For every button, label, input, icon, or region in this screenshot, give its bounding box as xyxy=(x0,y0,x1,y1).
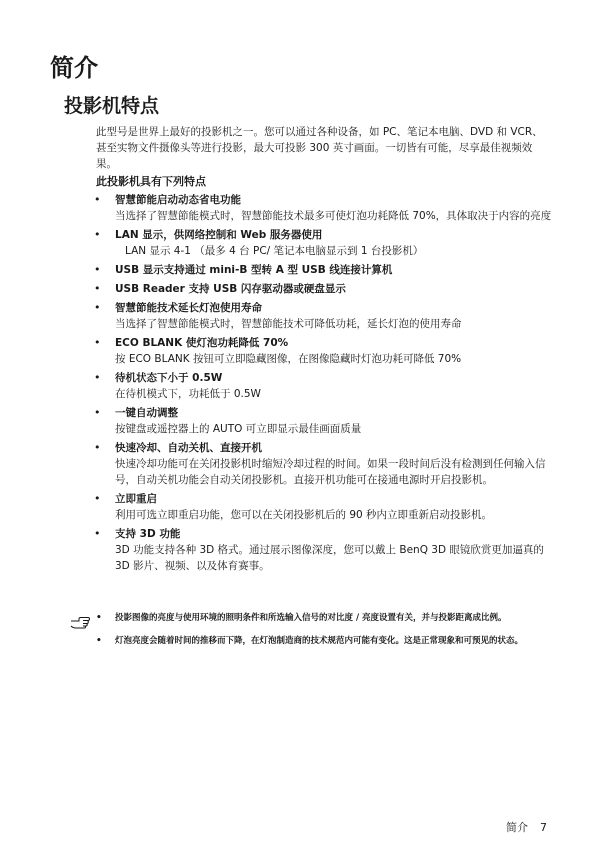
feature-title: USB 显示支持通过 mini-B 型转 A 型 USB 线连接计算机 xyxy=(115,264,393,276)
feature-description: 利用可选立即重启功能，您可以在关闭投影机后的 90 秒内立即重新启动投影机。 xyxy=(115,509,493,521)
bullet: • xyxy=(94,336,101,349)
note-item xyxy=(0,612,545,625)
feature-item xyxy=(0,192,555,224)
feature-item xyxy=(0,335,555,367)
feature-title: 快速冷却、自动关机、直接开机 xyxy=(115,442,262,454)
page-number: 7 xyxy=(540,821,547,834)
footer-section-label: 简介 xyxy=(506,821,528,834)
page-footer xyxy=(506,820,547,836)
feature-title: LAN 显示，供网络控制和 Web 服务器使用 xyxy=(115,229,323,241)
feature-item xyxy=(0,491,555,523)
bullet: • xyxy=(94,371,101,384)
feature-title: 智慧節能启动动态省电功能 xyxy=(115,194,241,206)
bullet: • xyxy=(94,193,101,206)
feature-item xyxy=(0,262,555,278)
feature-item xyxy=(0,281,555,297)
feature-title: USB Reader 支持 USB 闪存驱动器或硬盘显示 xyxy=(115,283,346,295)
section-title: 投影机特点 xyxy=(64,95,160,117)
feature-description: 3D 功能支持各种 3D 格式。通过展示图像深度，您可以戴上 BenQ 3D 眼镜欣赏更加逼真的 3D 影片、视频、以及体育赛事。 xyxy=(115,544,544,572)
feature-description: 当选择了智慧節能模式时，智慧節能技术最多可使灯泡功耗降低 70%，具体取决于内容的亮度 xyxy=(115,210,552,222)
note-text: 投影图像的亮度与使用环境的照明条件和所选输入信号的对比度 / 亮度设置有关，并与投影距离成比例。 xyxy=(115,613,507,623)
bullet: • xyxy=(94,228,101,241)
feature-title: ECO BLANK 使灯泡功耗降低 70% xyxy=(115,337,289,349)
feature-description: 当选择了智慧節能模式时，智慧節能技术可降低功耗，延长灯泡的使用寿命 xyxy=(115,318,462,330)
bullet: • xyxy=(94,263,101,276)
bullet: • xyxy=(94,492,101,505)
chapter-title: 简介 xyxy=(50,54,98,82)
feature-description: 在待机模式下，功耗低于 0.5W xyxy=(115,388,261,400)
feature-item xyxy=(0,440,555,488)
bullet: • xyxy=(94,527,101,540)
bullet: • xyxy=(96,636,102,646)
feature-item xyxy=(0,370,555,402)
feature-title: 一键自动调整 xyxy=(115,407,178,419)
feature-item xyxy=(0,526,555,574)
feature-item xyxy=(0,227,555,259)
feature-title: 智慧節能技术延长灯泡使用寿命 xyxy=(115,302,262,314)
bullet: • xyxy=(94,282,101,295)
feature-description: LAN 显示 4-1 （最多 4 台 PC/ 笔记本电脑显示到 1 台投影机） xyxy=(125,245,424,257)
notes-section xyxy=(0,612,613,658)
note-item xyxy=(0,635,545,648)
feature-list xyxy=(0,192,613,577)
feature-description: 按键盘或遥控器上的 AUTO 可立即显示最佳画面质量 xyxy=(115,423,362,435)
feature-title: 立即重启 xyxy=(115,493,157,505)
feature-item xyxy=(0,300,555,332)
feature-title: 支持 3D 功能 xyxy=(115,528,181,540)
intro-paragraph: 此型号是世界上最好的投影机之一。您可以通过各种设备，如 PC、笔记本电脑、DVD 和 VCR、甚至实物文件摄像头等进行投影，最大可投影 300 英寸画面。一切皆有可能，尽享最佳视频效果。 xyxy=(96,126,543,170)
bullet: • xyxy=(94,301,101,314)
bullet: • xyxy=(94,406,101,419)
feature-item xyxy=(0,405,555,437)
features-heading: 此投影机具有下列特点 xyxy=(96,175,206,188)
feature-title: 待机状态下小于 0.5W xyxy=(115,372,223,384)
feature-description: 快速冷却功能可在关闭投影机时缩短冷却过程的时间。如果一段时间后没有检测到任何输入信号，自动关机功能会自动关闭投影机。直接开机功能可在接通电源时开启投影机。 xyxy=(115,458,546,486)
bullet: • xyxy=(96,613,102,623)
feature-description: 按 ECO BLANK 按钮可立即隐藏图像，在图像隐藏时灯泡功耗可降低 70% xyxy=(115,353,462,365)
bullet: • xyxy=(94,441,101,454)
note-text: 灯泡亮度会随着时间的推移而下降，在灯泡制造商的技术规范内可能有变化。这是正常现象和可预见的状态。 xyxy=(115,636,524,646)
